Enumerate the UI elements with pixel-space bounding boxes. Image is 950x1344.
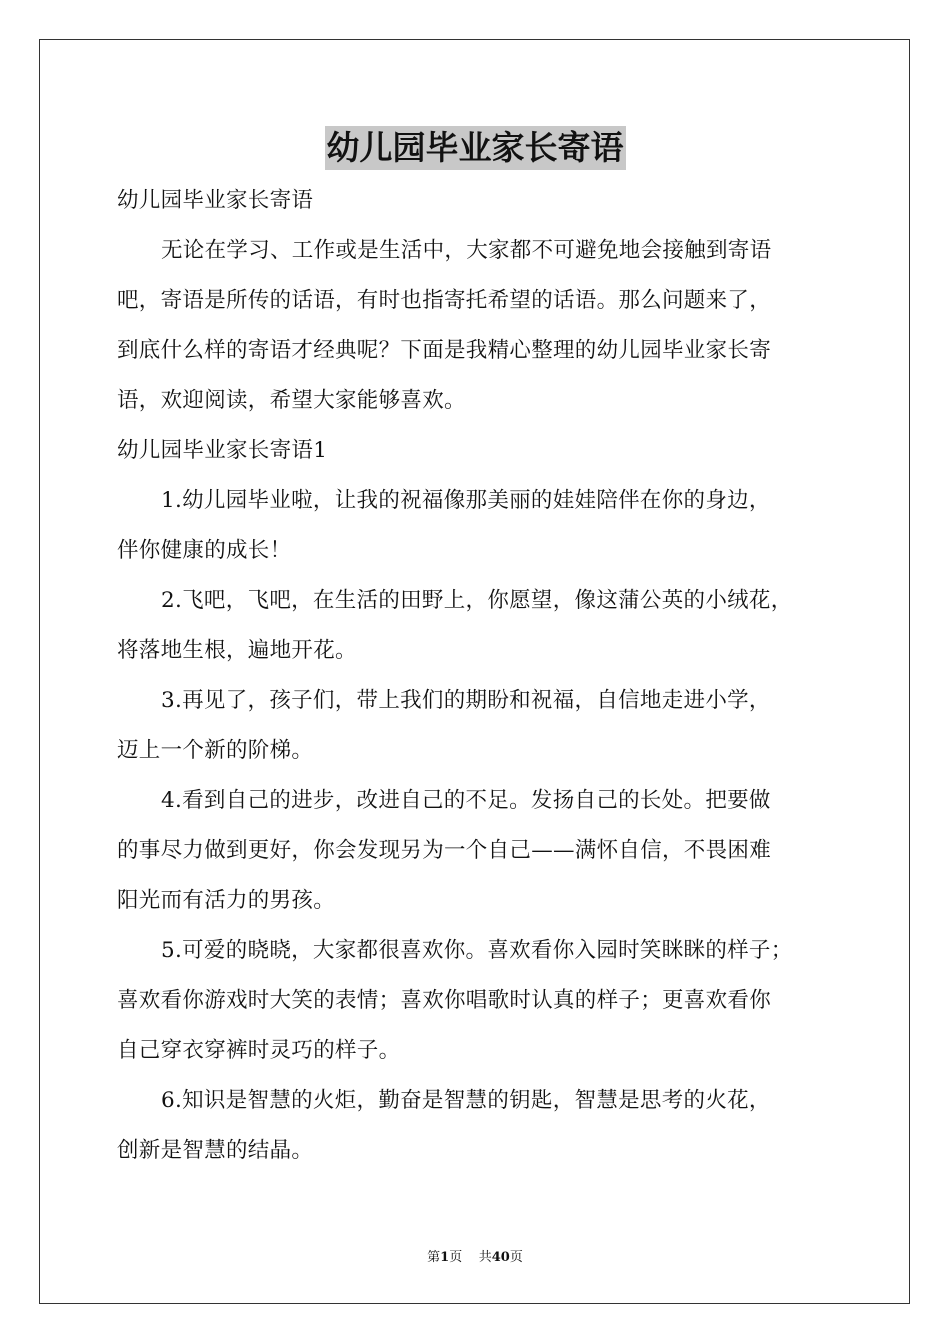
- list-item-line: 4.看到自己的进步，改进自己的不足。发扬自己的长处。把要做: [161, 788, 771, 813]
- list-item-line: 迈上一个新的阶梯。: [117, 738, 314, 763]
- list-item-line: 2.飞吧，飞吧，在生活的田野上，你愿望，像这蒲公英的小绒花，: [161, 588, 793, 613]
- list-item-line: 创新是智慧的结晶。: [117, 1138, 314, 1163]
- intro-paragraph: [117, 226, 852, 426]
- list-item-line: 将落地生根，遍地开花。: [117, 638, 357, 663]
- page-footer: [0, 1246, 950, 1265]
- intro-line: 语，欢迎阅读，希望大家能够喜欢。: [117, 388, 466, 413]
- page-number: 1: [440, 1250, 450, 1265]
- list-item-line: 喜欢看你游戏时大笑的表情；喜欢你唱歌时认真的样子；更喜欢看你: [117, 988, 772, 1013]
- total-pages: 40: [491, 1250, 510, 1265]
- total-suffix: 页: [509, 1250, 523, 1265]
- total-prefix: 共: [478, 1250, 492, 1265]
- page-suffix: 页: [449, 1250, 463, 1265]
- document-subtitle: 幼儿园毕业家长寄语: [117, 188, 314, 213]
- page-prefix: 第: [427, 1250, 441, 1265]
- intro-line: 无论在学习、工作或是生活中，大家都不可避免地会接触到寄语: [161, 238, 772, 263]
- list-item-line: 6.知识是智慧的火炬，勤奋是智慧的钥匙，智慧是思考的火花，: [161, 1088, 771, 1113]
- list-item-line: 5.可爱的晓晓，大家都很喜欢你。喜欢看你入园时笑眯眯的样子；: [161, 938, 793, 963]
- list-item: [117, 476, 852, 576]
- intro-line: 到底什么样的寄语才经典呢？下面是我精心整理的幼儿园毕业家长寄: [117, 338, 772, 363]
- intro-line: 吧，寄语是所传的话语，有时也指寄托希望的话语。那么问题来了，: [117, 288, 772, 313]
- document-body: [117, 176, 852, 1176]
- list-item: [117, 576, 852, 676]
- list-item-line: 自己穿衣穿裤时灵巧的样子。: [117, 1038, 401, 1063]
- document-title: 幼儿园毕业家长寄语: [325, 126, 626, 170]
- list-item-line: 的事尽力做到更好，你会发现另为一个自己——满怀自信，不畏困难: [117, 838, 772, 863]
- list-item: [117, 776, 852, 926]
- list-item: [117, 926, 852, 1076]
- list-item-line: 1.幼儿园毕业啦，让我的祝福像那美丽的娃娃陪伴在你的身边，: [161, 488, 771, 513]
- list-item: [117, 1076, 852, 1176]
- list-item-line: 3.再见了，孩子们，带上我们的期盼和祝福，自信地走进小学，: [161, 688, 771, 713]
- list-item-line: 伴你健康的成长！: [117, 538, 292, 563]
- list-item: [117, 676, 852, 776]
- section-heading: 幼儿园毕业家长寄语1: [117, 438, 328, 463]
- list-item-line: 阳光而有活力的男孩。: [117, 888, 336, 913]
- title-wrap: [0, 126, 950, 170]
